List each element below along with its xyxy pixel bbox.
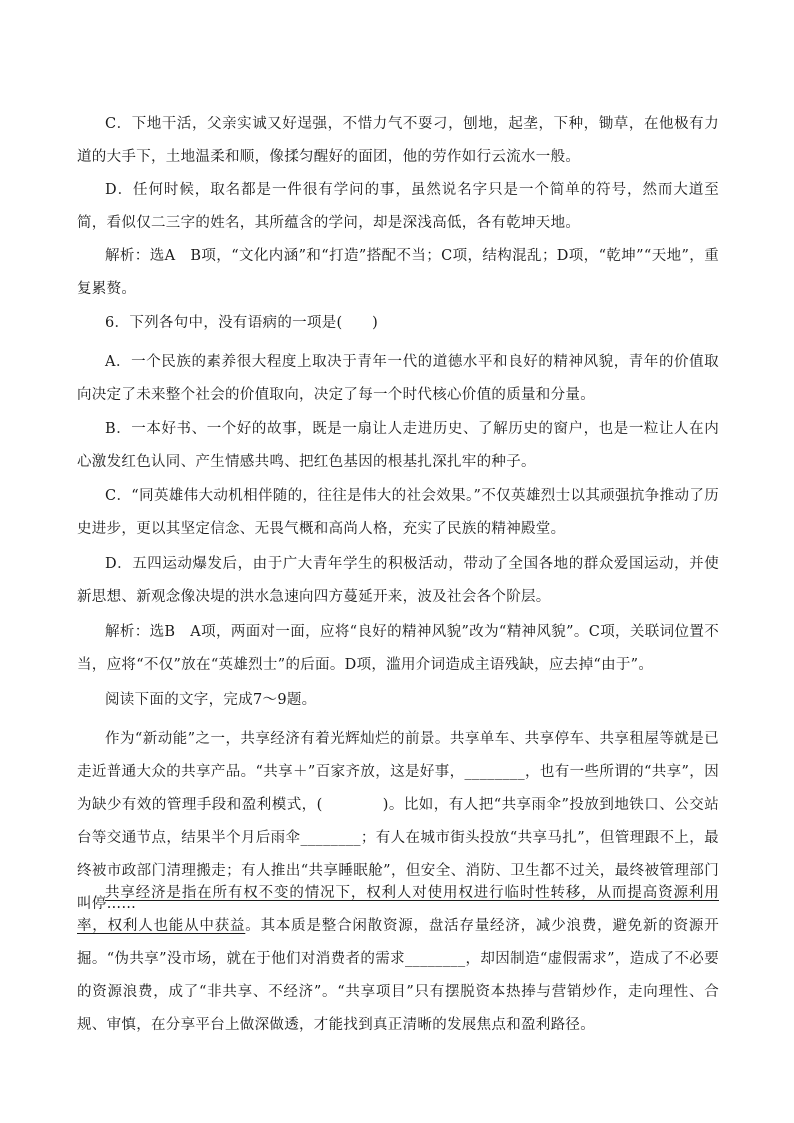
- passage-paragraph-2-rest: 。其本质是整合闲散资源，盘活存量经济，减少浪费，避免新的资源开掘。“伪共享”没市场，就在于他们对消费者的需求________，却因制造“虚假需求”，造成了不必要的资源浪费，成了“非共享、不经济”。“共享项目”只有摆脱资本热捧与营销炒作，走向理性、合规、审慎，在分享平台上做深做透，才能找到真正清晰的发展焦点和盈利路径。: [77, 918, 719, 1033]
- question-6-option-d: D．五四运动爆发后，由于广大青年学生的积极活动，带动了全国各地的群众爱国运动，并使新思想、新观念像决堤的洪水急速向四方蔓延开来，波及社会各个阶层。: [77, 556, 719, 605]
- reading-instruction: 阅读下面的文字，完成7～9题。: [105, 692, 317, 708]
- question-6-option-a: A．一个民族的素养很大程度上取决于青年一代的道德水平和良好的精神风貌，青年的价值取向决定了未来整个社会的价值取向，决定了每一个时代核心价值的质量和分量。: [77, 354, 719, 403]
- analysis-prev-question: 解析：选A B项，“文化内涵”和“打造”搭配不当；C项，结构混乱；D项，“乾坤”“天地”，重复累赘。: [77, 248, 719, 297]
- question-6-option-c: C．“同英雄伟大动机相伴随的，往往是伟大的社会效果。”不仅英雄烈士以其顽强抗争推动了历史进步，更以其坚定信念、无畏气概和高尚人格，充实了民族的精神殿堂。: [77, 488, 719, 537]
- reading-passage-paragraph-1: 作为“新动能”之一，共享经济有着光辉灿烂的前景。共享单车、共享停车、共享租屋等就是已走近普通大众的共享产品。“共享＋”百家齐放，这是好事，________，也有一些所谓的“共享”，因为缺少有效的管理手段和盈利模式，( )。比如，有人把“共享雨伞”投放到地铁口、公交站台等交通节点，结果半个月后雨伞________；有人在城市街头投放“共享马扎”，但管理跟不上，最终被市政部门清理搬走；有人推出“共享睡眠舱”，但安全、消防、卫生都不过关，最终被管理部门叫停……: [77, 731, 719, 912]
- underlined-sentence: 共享经济是指在所有权不变的情况下，权利人对使用权进行临时性转移，从而提高资源利用率，权利人也能从中获益: [77, 885, 719, 934]
- question-6-option-b: B．一本好书、一个好的故事，既是一扇让人走进历史、了解历史的窗户，也是一粒让人在内心激发红色认同、产生情感共鸣、把红色基因的根基扎深扎牢的种子。: [77, 421, 719, 470]
- reading-passage-paragraph-2: [77, 877, 719, 1042]
- question-6-stem: 6．下列各句中，没有语病的一项是( ): [105, 315, 379, 331]
- option-d-prev-question: D．任何时候，取名都是一件很有学问的事，虽然说名字只是一个简单的符号，然而大道至简，看似仅二三字的姓名，其所蕴含的学问，却是深浅高低，各有乾坤天地。: [77, 182, 719, 231]
- question-6-analysis: 解析：选B A项，两面对一面，应将“良好的精神风貌”改为“精神风貌”。C项，关联词位置不当，应将“不仅”放在“英雄烈士”的后面。D项，滥用介词造成主语残缺，应去掉“由于”。: [77, 624, 719, 673]
- option-c-prev-question: C．下地干活，父亲实诚又好逞强，不惜力气不耍刁，刨地，起垄，下种，锄草，在他极有力道的大手下，土地温柔和顺，像揉匀醒好的面团，他的劳作如行云流水一般。: [77, 116, 719, 165]
